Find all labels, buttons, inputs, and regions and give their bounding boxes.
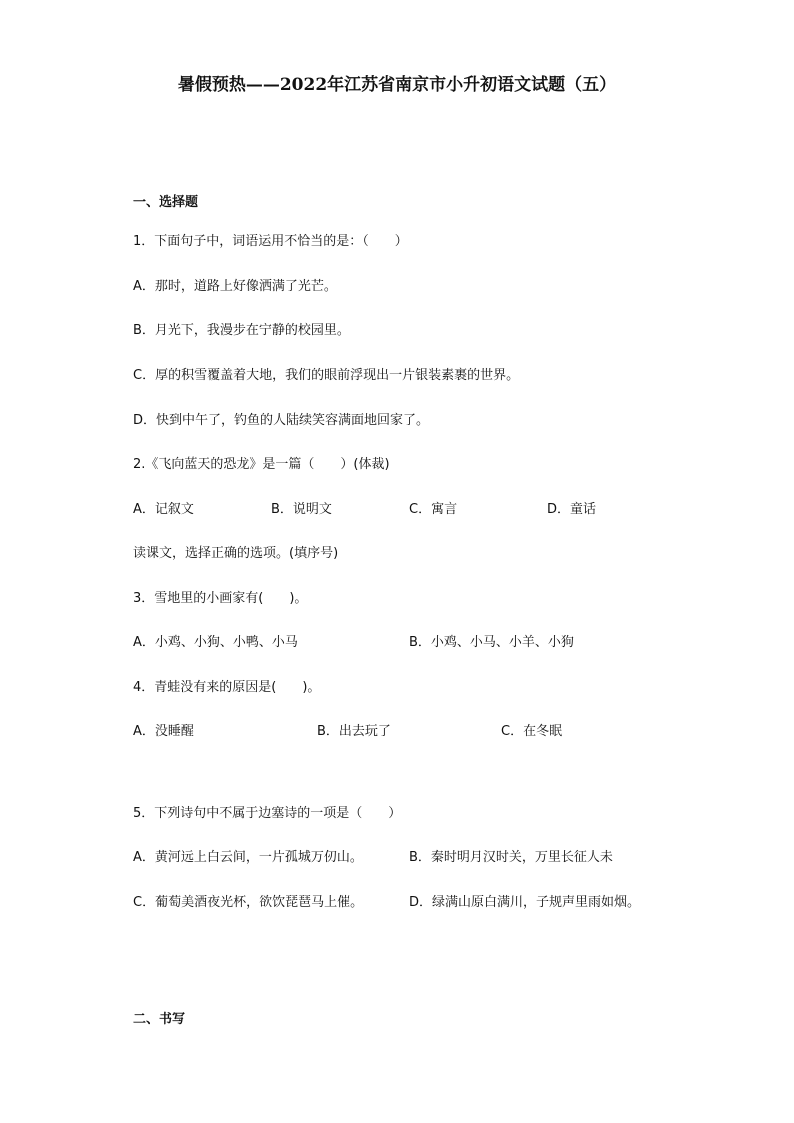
- question-3-stem: 3．雪地里的小画家有( )。: [133, 591, 308, 606]
- section-heading-choice: 一、选择题: [133, 195, 199, 210]
- question-1-option-d: D．快到中午了，钓鱼的人陆续笑容满面地回家了。: [133, 413, 430, 428]
- question-2-option-a: A．记叙文: [133, 502, 194, 517]
- question-5-option-b: B．秦时明月汉时关，万里长征人未: [409, 850, 613, 865]
- question-5-option-d: D．绿满山原白满川，子规声里雨如烟。: [409, 895, 641, 910]
- question-2-stem: 2.《飞向蓝天的恐龙》是一篇（ ）(体裁): [133, 457, 390, 472]
- question-1-option-a: A．那时，道路上好像洒满了光芒。: [133, 279, 337, 294]
- question-1-stem: 1．下面句子中，词语运用不恰当的是：（ ）: [133, 234, 408, 249]
- question-4-option-c: C．在冬眠: [501, 724, 563, 739]
- section-heading-writing: 二、书写: [133, 1012, 186, 1027]
- question-1-option-c: C．厚的积雪覆盖着大地，我们的眼前浮现出一片银装素裹的世界。: [133, 368, 520, 383]
- question-5-option-a: A．黄河远上白云间，一片孤城万仞山。: [133, 850, 363, 865]
- question-3-option-b: B．小鸡、小马、小羊、小狗: [409, 635, 574, 650]
- reading-instruction: 读课文，选择正确的选项。(填序号): [133, 546, 339, 561]
- question-4-option-b: B．出去玩了: [317, 724, 391, 739]
- question-1-option-b: B．月光下，我漫步在宁静的校园里。: [133, 323, 350, 338]
- question-2-option-c: C．寓言: [409, 502, 458, 517]
- question-5-stem: 5．下列诗句中不属于边塞诗的一项是（ ）: [133, 806, 402, 821]
- question-4-stem: 4．青蛙没有来的原因是( )。: [133, 680, 321, 695]
- question-5-option-c: C．葡萄美酒夜光杯，欲饮琵琶马上催。: [133, 895, 364, 910]
- question-4-option-a: A．没睡醒: [133, 724, 194, 739]
- page-title: 暑假预热——2022年江苏省南京市小升初语文试题（五）: [177, 75, 617, 95]
- question-3-option-a: A．小鸡、小狗、小鸭、小马: [133, 635, 298, 650]
- question-2-option-b: B．说明文: [271, 502, 332, 517]
- question-2-option-d: D．童话: [547, 502, 597, 517]
